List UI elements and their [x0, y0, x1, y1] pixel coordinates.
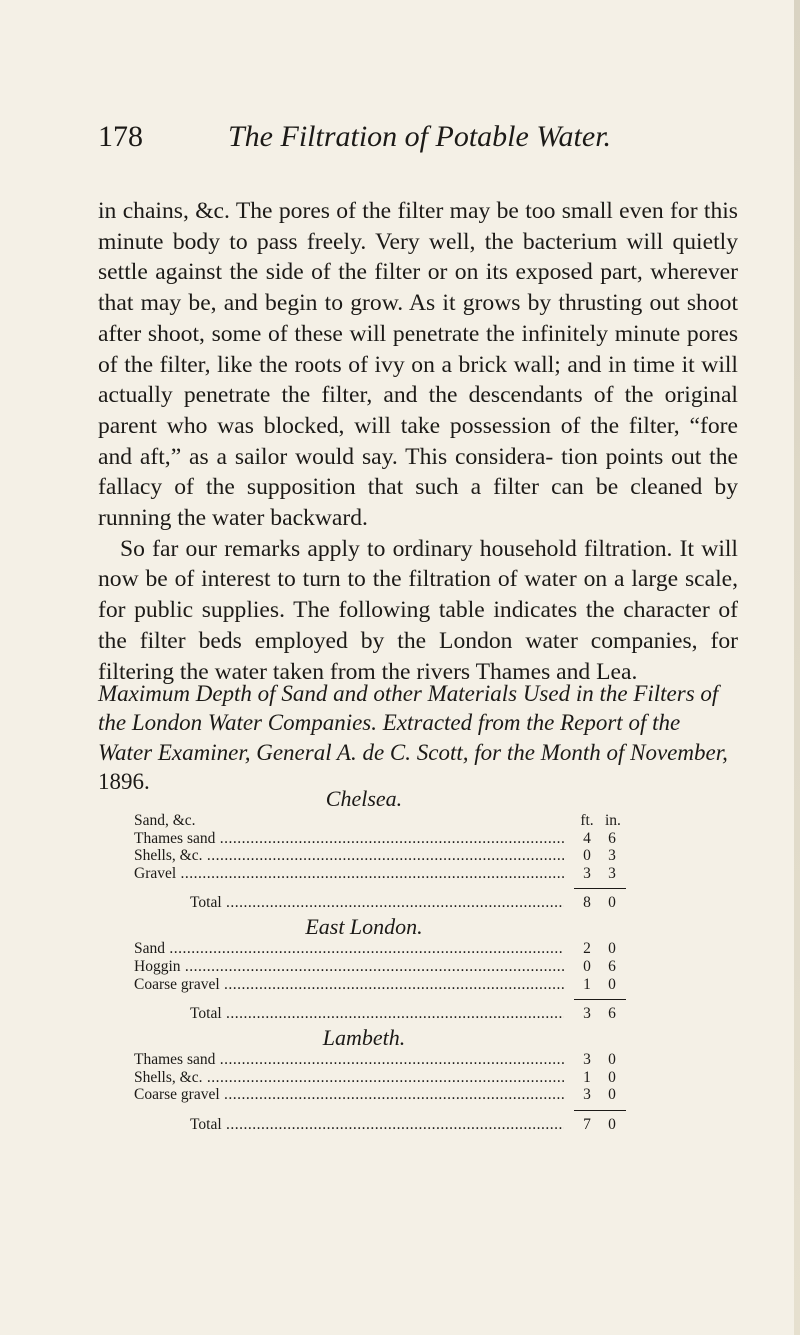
table-header-row — [134, 812, 634, 830]
total-inches: 6 — [608, 1005, 616, 1023]
paragraph: So far our remarks apply to ordinary household filtration. It will now be of interest to turn to the filtration of water on a large scale, for public supplies. The following table indicates the character of the filter beds employed by the London water companies, for filtering the water taken from the rivers Thames and Lea. — [98, 535, 738, 685]
row-inches: 6 — [608, 957, 616, 975]
total-inches: 0 — [608, 1115, 616, 1133]
total-feet: 8 — [583, 894, 591, 912]
page-edge-shadow — [794, 0, 800, 1335]
page-number: 178 — [98, 120, 143, 153]
row-feet: 1 — [583, 1068, 591, 1086]
row-feet: 0 — [583, 847, 591, 865]
table-row — [134, 940, 634, 958]
total-feet: 7 — [583, 1115, 591, 1133]
row-inches: 0 — [608, 1068, 616, 1086]
row-label: Thames sand ..... — [134, 1051, 564, 1069]
total-label: Total ..... — [190, 892, 564, 914]
total-label: Total ..... — [190, 1003, 564, 1025]
caption-title: Maximum Depth of Sand and other Materials Used in the Filters of the London Water Companies. Extracted from the Report of the Water Examiner, General A. de C. Scott, for the Month of November, — [98, 681, 728, 765]
column-label-material: Sand, &c. — [134, 812, 196, 829]
row-feet: 3 — [583, 1051, 591, 1069]
row-label: Gravel ..... — [134, 865, 564, 883]
total-feet: 3 — [583, 1005, 591, 1023]
row-label: Shells, &c. ..... — [134, 1069, 564, 1087]
total-row — [134, 1003, 634, 1025]
row-feet: 4 — [583, 829, 591, 847]
row-feet: 2 — [583, 940, 591, 958]
section-heading-lambeth: Lambeth. — [322, 1025, 406, 1051]
total-rule — [574, 888, 626, 889]
row-label: Thames sand ..... — [134, 830, 564, 848]
row-feet: 3 — [583, 864, 591, 882]
row-inches: 0 — [608, 1086, 616, 1104]
table-row — [134, 958, 634, 976]
page-header — [98, 120, 738, 160]
table-row — [134, 830, 634, 848]
table-row — [134, 1086, 634, 1104]
caption-year: 1896. — [98, 768, 150, 794]
table-row — [134, 847, 634, 865]
total-row — [134, 892, 634, 914]
total-row — [134, 1114, 634, 1136]
row-inches: 3 — [608, 864, 616, 882]
total-inches: 0 — [608, 894, 616, 912]
body-text — [98, 196, 738, 687]
row-label: Shells, &c. ..... — [134, 847, 564, 865]
row-feet: 3 — [583, 1086, 591, 1104]
row-inches: 0 — [608, 940, 616, 958]
column-label-feet: ft. — [580, 812, 594, 829]
table-row — [134, 976, 634, 994]
row-feet: 1 — [583, 975, 591, 993]
section-heading-chelsea: Chelsea. — [325, 786, 403, 811]
filter-depth-table — [134, 786, 634, 1136]
row-inches: 6 — [608, 829, 616, 847]
table-caption — [98, 679, 738, 796]
section-heading-east-london: East London. — [305, 914, 423, 940]
total-rule — [574, 1110, 626, 1111]
table-row — [134, 1069, 634, 1087]
row-label: Sand ..... — [134, 940, 564, 958]
row-label: Coarse gravel ..... — [134, 1086, 564, 1104]
column-label-inches: in. — [605, 812, 621, 829]
table-row — [134, 865, 634, 883]
row-feet: 0 — [583, 957, 591, 975]
row-inches: 0 — [608, 1051, 616, 1069]
row-inches: 0 — [608, 975, 616, 993]
total-rule — [574, 999, 626, 1000]
paragraph: in chains, &c. The pores of the filter may be too small even for this minute body to pass freely. Very well, the bacterium will quietly settle against the side of the filter or on its exposed part, wherever that may be, and begin to grow. As it grows by thrusting out shoot after shoot, some of these will penetrate the infinitely minute pores of the filter, like the roots of ivy on a brick wall; and in time it will actually penetrate the filter, and the descendants of the original parent who was blocked, will take possession of the filter, “fore and aft,” as a sailor would say. This considera- tion points out the fallacy of the supposition that such a filter can be cleaned by running the water backward. — [98, 198, 738, 532]
running-title: The Filtration of Potable Water. — [228, 120, 612, 153]
total-label: Total ..... — [190, 1114, 564, 1136]
table-row — [134, 1051, 634, 1069]
row-label: Hoggin ..... — [134, 958, 564, 976]
row-inches: 3 — [608, 847, 616, 865]
row-label: Coarse gravel ..... — [134, 976, 564, 994]
